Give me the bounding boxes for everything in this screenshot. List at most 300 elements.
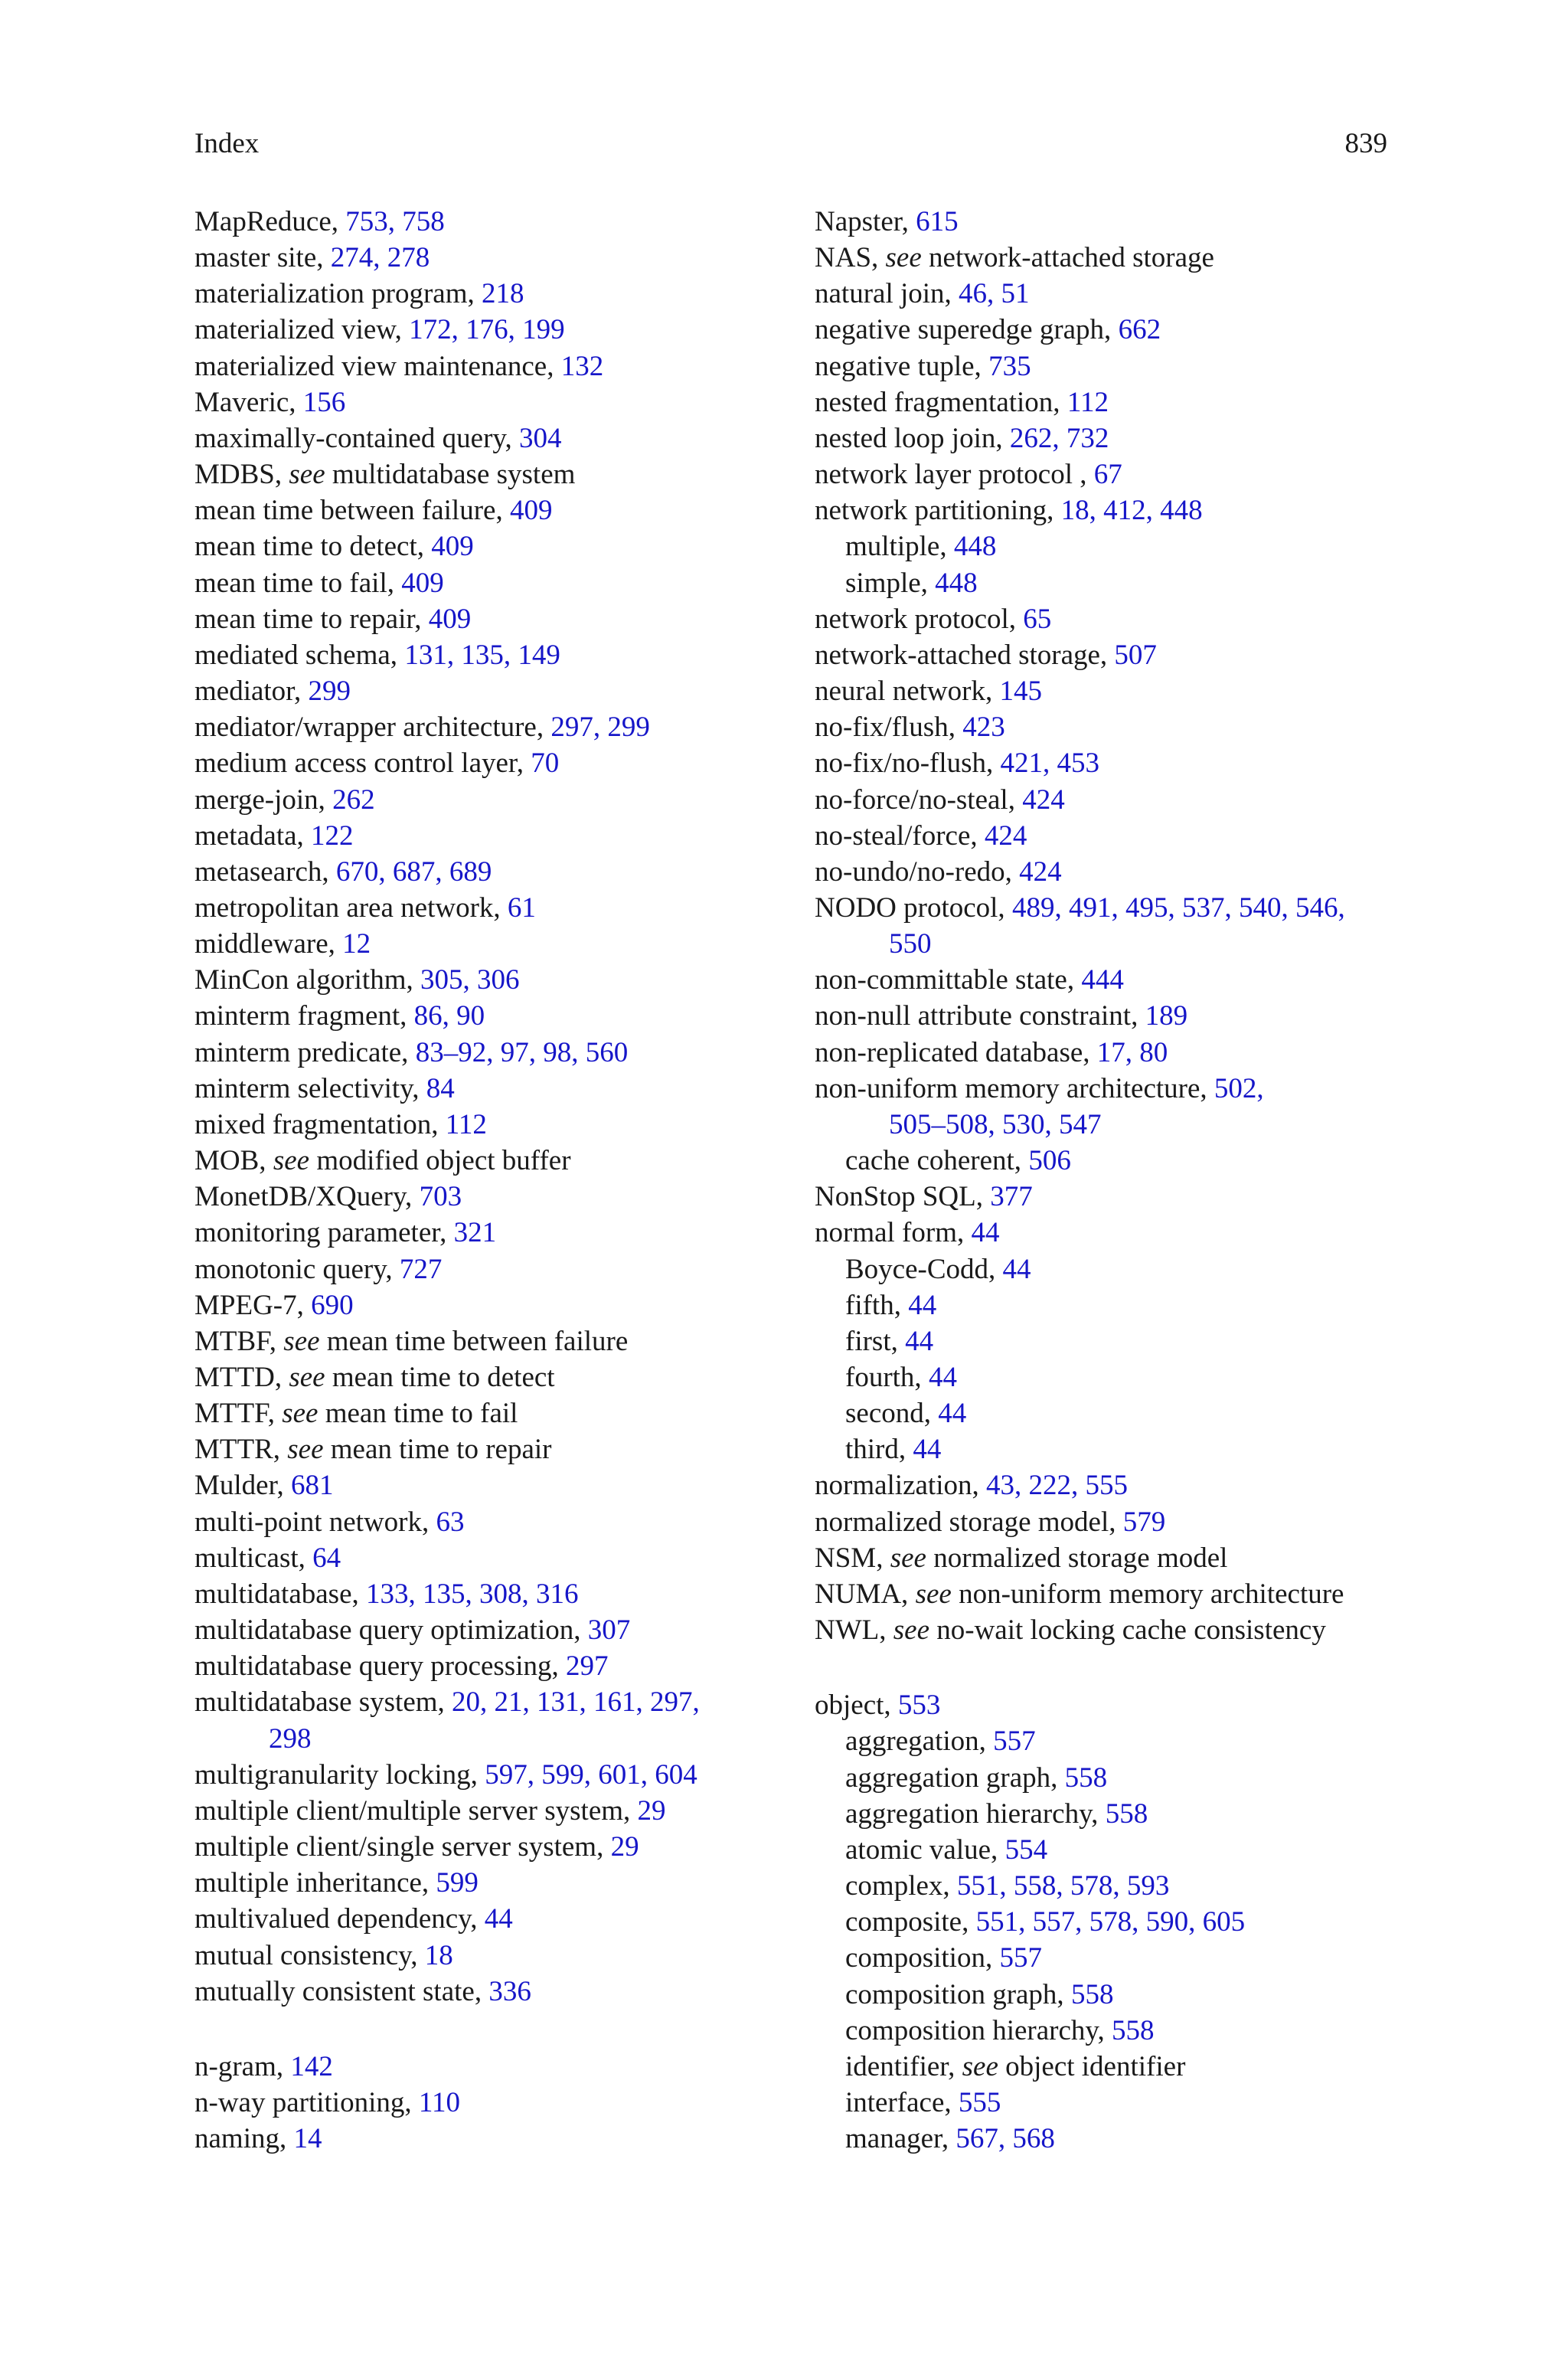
page-references-link[interactable]: 274, 278: [330, 242, 430, 274]
index-entry: [194, 1179, 776, 1215]
index-entry: [194, 1071, 776, 1107]
index-entry: [194, 601, 776, 637]
index-subentry: [815, 2049, 1404, 2085]
page-references-link[interactable]: 110: [418, 2086, 460, 2118]
page-references-link[interactable]: 142: [290, 2050, 333, 2082]
index-subentry: [815, 1796, 1404, 1832]
index-term: aggregation graph,: [845, 1761, 1065, 1794]
page-references-link[interactable]: 44: [971, 1217, 1000, 1249]
page-references-link[interactable]: 448: [953, 531, 997, 563]
index-entry: [194, 420, 776, 456]
page-references-link[interactable]: 133, 135, 308, 316: [366, 1578, 579, 1610]
index-term: multidatabase query processing,: [194, 1650, 566, 1683]
index-entry: [815, 782, 1404, 818]
page-references-link[interactable]: 83–92, 97, 98, 560: [415, 1036, 629, 1068]
page-references-link[interactable]: 44: [908, 1289, 937, 1321]
page-references-link[interactable]: 156: [302, 386, 346, 418]
page-references-link[interactable]: 615: [916, 206, 959, 237]
page-references-link[interactable]: 43, 222, 555: [986, 1470, 1128, 1502]
index-entry-continuation: [815, 926, 1404, 962]
see-target: mean time to repair: [323, 1434, 552, 1466]
index-entry: [194, 1431, 776, 1467]
index-term: Napster,: [815, 206, 916, 237]
index-entry: [194, 998, 776, 1034]
index-subentry: [815, 1143, 1404, 1179]
index-entry: [815, 818, 1404, 854]
index-term: mediator/wrapper architecture,: [194, 711, 551, 744]
page-references-link[interactable]: 690: [311, 1289, 354, 1321]
page-references-link[interactable]: 579: [1122, 1506, 1166, 1538]
index-term: Maveric,: [194, 386, 303, 418]
page-references-link[interactable]: 558: [1070, 1978, 1114, 2010]
index-term: no-force/no-steal,: [815, 783, 1023, 816]
index-entry: [815, 1215, 1404, 1251]
index-term: materialized view,: [194, 314, 410, 346]
index-term: monitoring parameter,: [194, 1217, 454, 1249]
index-entry: [815, 601, 1404, 637]
see-reference: see: [282, 1398, 318, 1430]
page-references-link[interactable]: 409: [431, 531, 474, 563]
index-term: nested loop join,: [815, 422, 1010, 454]
see-target: no-wait locking cache consistency: [929, 1614, 1326, 1647]
index-entry: [194, 1215, 776, 1251]
index-subentry: [815, 1395, 1404, 1431]
index-entry: [194, 1938, 776, 1974]
page-references-link[interactable]: 507: [1114, 639, 1157, 671]
index-term: aggregation,: [845, 1725, 994, 1758]
index-subentry: [815, 1431, 1404, 1467]
page-references-link[interactable]: 12: [342, 928, 371, 960]
index-term: MapReduce,: [194, 206, 346, 237]
index-subentry: [815, 1723, 1404, 1759]
page-references-link[interactable]: 505–508, 530, 547: [889, 1108, 1102, 1140]
page-references-link[interactable]: 424: [984, 819, 1027, 852]
page-references-link[interactable]: 17, 80: [1096, 1036, 1168, 1068]
index-entry: [194, 962, 776, 998]
index-term: NSM,: [815, 1542, 890, 1574]
see-target: mean time to fail: [318, 1398, 518, 1430]
index-subentry: [815, 1760, 1404, 1796]
page-references-link[interactable]: 506: [1028, 1145, 1071, 1177]
index-entry: [194, 1901, 776, 1937]
index-entry: [815, 890, 1404, 926]
see-reference: see: [289, 1362, 325, 1393]
index-term: mean time between failure,: [194, 495, 510, 527]
index-term: maximally-contained query,: [194, 422, 519, 454]
index-entry: [815, 709, 1404, 745]
index-term: metropolitan area network,: [194, 891, 508, 924]
index-subentry: [815, 1940, 1404, 1976]
index-term: normalized storage model,: [815, 1506, 1123, 1538]
see-target: multidatabase system: [325, 459, 576, 491]
see-target: non-uniform memory architecture: [951, 1578, 1344, 1610]
page-references-link[interactable]: 262: [332, 783, 375, 816]
see-reference: see: [283, 1325, 320, 1357]
index-term: identifier,: [845, 2050, 962, 2082]
index-term: master site,: [194, 242, 331, 274]
index-term: network-attached storage,: [815, 639, 1115, 671]
index-entry: [815, 1612, 1404, 1648]
index-term: MOB,: [194, 1145, 273, 1177]
index-entry: [194, 1648, 776, 1684]
index-term: multivalued dependency,: [194, 1903, 485, 1935]
index-term: network protocol,: [815, 603, 1024, 635]
page-references-link[interactable]: 305, 306: [420, 964, 520, 996]
page-references-link[interactable]: 131, 135, 149: [404, 639, 560, 671]
page-references-link[interactable]: 555: [958, 2086, 1001, 2118]
index-subentry: [815, 1868, 1404, 1904]
page-references-link[interactable]: 122: [311, 819, 354, 852]
page-references-link[interactable]: 489, 491, 495, 537, 540, 546,: [1011, 891, 1345, 924]
index-subentry: [815, 1832, 1404, 1868]
page-references-link[interactable]: 423: [962, 711, 1005, 744]
index-entry: [194, 1287, 776, 1323]
page-references-link[interactable]: 172, 176, 199: [409, 314, 565, 346]
see-reference: see: [289, 459, 325, 491]
page-references-link[interactable]: 409: [509, 495, 553, 527]
index-term: multidatabase query optimization,: [194, 1614, 588, 1647]
index-entry: [194, 1974, 776, 2010]
index-entry: [194, 276, 776, 312]
index-term: minterm predicate,: [194, 1036, 416, 1068]
index-subentry: [815, 1287, 1404, 1323]
index-term: mixed fragmentation,: [194, 1108, 446, 1140]
index-entry: [815, 1071, 1404, 1107]
page-references-link[interactable]: 20, 21, 131, 161, 297,: [452, 1686, 700, 1719]
page-references-link[interactable]: 753, 758: [345, 206, 445, 237]
page-references-link[interactable]: 44: [928, 1362, 957, 1393]
page-references-link[interactable]: 44: [1002, 1253, 1031, 1285]
page-references-link[interactable]: 298: [269, 1722, 312, 1755]
see-reference: see: [915, 1578, 952, 1610]
index-entry: [194, 926, 776, 962]
page-references-link[interactable]: 558: [1111, 2014, 1155, 2046]
index-term: second,: [845, 1398, 939, 1430]
index-subentry: [815, 2121, 1404, 2157]
index-term: complex,: [845, 1870, 957, 1902]
see-reference: see: [287, 1434, 324, 1466]
page-references-link[interactable]: 553: [897, 1689, 941, 1722]
see-reference: see: [962, 2050, 998, 2082]
index-entry: [194, 890, 776, 926]
page-references-link[interactable]: 29: [637, 1794, 666, 1827]
index-term: minterm selectivity,: [194, 1072, 426, 1104]
index-entry: [815, 204, 1404, 240]
index-term: MTTD,: [194, 1362, 289, 1393]
index-term: object,: [815, 1689, 898, 1722]
index-entry: [815, 1540, 1404, 1576]
see-target: network-attached storage: [921, 242, 1214, 274]
index-entry: [815, 673, 1404, 709]
index-term: fifth,: [845, 1289, 909, 1321]
page-references-link[interactable]: 558: [1064, 1761, 1108, 1794]
page-references-link[interactable]: 557: [993, 1725, 1036, 1758]
index-term: atomic value,: [845, 1833, 1005, 1866]
index-entry: [815, 420, 1404, 456]
index-entry: [194, 1143, 776, 1179]
index-entry: [194, 456, 776, 492]
index-entry: [194, 1793, 776, 1829]
index-entry: [194, 1107, 776, 1143]
index-term: NAS,: [815, 242, 886, 274]
page-references-link[interactable]: 112: [1067, 386, 1109, 418]
page-references-link[interactable]: 424: [1022, 783, 1065, 816]
page-references-link[interactable]: 18: [424, 1939, 453, 1971]
page-references-link[interactable]: 554: [1004, 1833, 1048, 1866]
index-entry: [194, 384, 776, 420]
page-references-link[interactable]: 67: [1093, 459, 1122, 491]
see-reference: see: [885, 242, 922, 274]
index-entry: [194, 709, 776, 745]
index-subentry: [815, 1977, 1404, 2013]
page-references-link[interactable]: 444: [1081, 964, 1124, 996]
index-term: composite,: [845, 1906, 976, 1938]
index-term: composition hierarchy,: [845, 2014, 1112, 2046]
index-subentry: [815, 1251, 1404, 1287]
index-term: MDBS,: [194, 459, 289, 491]
index-term: mediated schema,: [194, 639, 405, 671]
page-references-link[interactable]: 86, 90: [413, 1000, 485, 1032]
index-term: multidatabase,: [194, 1578, 366, 1610]
index-entry: [194, 1359, 776, 1395]
index-term: mean time to fail,: [194, 567, 402, 599]
index-term: metadata,: [194, 819, 312, 852]
page-references-link[interactable]: 46, 51: [959, 278, 1030, 310]
index-entry: [194, 2085, 776, 2121]
index-entry: [194, 745, 776, 781]
index-term: mean time to detect,: [194, 531, 432, 563]
page-references-link[interactable]: 735: [988, 350, 1031, 382]
running-header-title: Index: [194, 128, 260, 159]
index-term: normal form,: [815, 1217, 972, 1249]
page-references-link[interactable]: 304: [518, 422, 562, 454]
page-references-link[interactable]: 132: [560, 350, 604, 382]
page-references-link[interactable]: 567, 568: [956, 2123, 1055, 2155]
index-entry: [194, 1612, 776, 1648]
index-entry: [815, 276, 1404, 312]
index-term: MinCon algorithm,: [194, 964, 420, 996]
index-entry: [194, 1757, 776, 1793]
index-term: materialized view maintenance,: [194, 350, 561, 382]
index-entry: [194, 854, 776, 890]
index-entry: [194, 1251, 776, 1287]
index-subentry: [815, 565, 1404, 601]
index-term: aggregation hierarchy,: [845, 1797, 1106, 1830]
page-references-link[interactable]: 64: [312, 1542, 341, 1574]
page-references-link[interactable]: 377: [990, 1181, 1033, 1213]
page-references-link[interactable]: 421, 453: [1000, 747, 1100, 780]
page-references-link[interactable]: 448: [935, 567, 978, 599]
index-term: multigranularity locking,: [194, 1758, 485, 1791]
index-term: NODO protocol,: [815, 891, 1012, 924]
index-term: medium access control layer,: [194, 747, 531, 780]
index-term: n-gram,: [194, 2050, 291, 2082]
index-entry: [194, 1684, 776, 1720]
index-term: non-null attribute constraint,: [815, 1000, 1145, 1032]
see-target: modified object buffer: [309, 1145, 571, 1177]
index-entry: [194, 1865, 776, 1901]
page-references-link[interactable]: 550: [889, 928, 932, 960]
index-term: Boyce-Codd,: [845, 1253, 1003, 1285]
index-entry: [815, 312, 1404, 348]
index-term: multiple client/single server system,: [194, 1831, 611, 1863]
index-term: MTTR,: [194, 1434, 288, 1466]
page-references-link[interactable]: 727: [399, 1253, 443, 1285]
page-references-link[interactable]: 307: [587, 1614, 631, 1647]
index-entry-continuation: [815, 1107, 1404, 1143]
index-entry: [815, 1035, 1404, 1071]
index-term: negative tuple,: [815, 350, 989, 382]
page-references-link[interactable]: 321: [453, 1217, 497, 1249]
index-entry: [194, 312, 776, 348]
index-term: MonetDB/XQuery,: [194, 1181, 420, 1213]
page-references-link[interactable]: 662: [1118, 314, 1161, 346]
index-entry: [194, 204, 776, 240]
index-term: NWL,: [815, 1614, 893, 1647]
page-references-link[interactable]: 65: [1023, 603, 1052, 635]
page-references-link[interactable]: 218: [482, 278, 524, 310]
index-term: non-committable state,: [815, 964, 1082, 996]
index-term: no-fix/no-flush,: [815, 747, 1001, 780]
index-entry: [194, 348, 776, 384]
see-reference: see: [893, 1614, 929, 1647]
index-term: composition graph,: [845, 1978, 1071, 2010]
page-references-link[interactable]: 297: [565, 1650, 609, 1683]
page-references-link[interactable]: 670, 687, 689: [335, 855, 492, 888]
page-references-link[interactable]: 189: [1145, 1000, 1188, 1032]
index-entry: [194, 1540, 776, 1576]
index-entry: [815, 348, 1404, 384]
see-reference: see: [273, 1145, 310, 1177]
index-entry: [194, 1576, 776, 1612]
index-term: fourth,: [845, 1362, 929, 1393]
index-entry-continuation: [194, 1721, 776, 1757]
index-entry: [815, 998, 1404, 1034]
page-references-link[interactable]: 70: [531, 747, 560, 780]
page-number: 839: [1344, 128, 1387, 159]
index-term: mutual consistency,: [194, 1939, 425, 1971]
index-subentry: [815, 1904, 1404, 1940]
page-references-link[interactable]: 84: [426, 1072, 455, 1104]
page-references-link[interactable]: 44: [484, 1903, 513, 1935]
index-entry: [815, 384, 1404, 420]
index-entry: [194, 673, 776, 709]
letter-group-gap: [194, 2010, 776, 2049]
page-references-link[interactable]: 44: [905, 1325, 934, 1357]
index-entry: [194, 492, 776, 528]
page-references-link[interactable]: 336: [488, 1975, 531, 2007]
index-entry: [815, 745, 1404, 781]
page-references-link[interactable]: 29: [610, 1831, 639, 1863]
page-references-link[interactable]: 409: [428, 603, 472, 635]
index-term: interface,: [845, 2086, 959, 2118]
index-term: natural join,: [815, 278, 959, 310]
page-references-link[interactable]: 112: [445, 1108, 487, 1140]
index-term: multiple,: [845, 531, 954, 563]
index-term: multiple client/multiple server system,: [194, 1794, 638, 1827]
index-subentry: [815, 528, 1404, 564]
index-term: merge-join,: [194, 783, 333, 816]
page-references-link[interactable]: 63: [436, 1506, 465, 1538]
page-references-link[interactable]: 597, 599, 601, 604: [485, 1758, 697, 1791]
index-term: cache coherent,: [845, 1145, 1029, 1177]
see-target: normalized storage model: [926, 1542, 1228, 1574]
page-references-link[interactable]: 551, 558, 578, 593: [956, 1870, 1170, 1902]
index-term: multiple inheritance,: [194, 1867, 436, 1899]
index-term: mediator,: [194, 675, 309, 708]
index-term: negative superedge graph,: [815, 314, 1119, 346]
index-column-left: [194, 204, 776, 2157]
page-references-link[interactable]: 703: [419, 1181, 462, 1213]
index-term: neural network,: [815, 675, 1000, 708]
index-term: first,: [845, 1325, 906, 1357]
index-term: network layer protocol ,: [815, 459, 1094, 491]
page-references-link[interactable]: 424: [1019, 855, 1062, 888]
index-subentry: [815, 2013, 1404, 2049]
page-references-link[interactable]: 14: [293, 2123, 322, 2155]
index-entry: [815, 1467, 1404, 1503]
index-term: non-uniform memory architecture,: [815, 1072, 1214, 1104]
index-term: NUMA,: [815, 1578, 916, 1610]
page-references-link[interactable]: 61: [507, 891, 536, 924]
page-references-link[interactable]: 18, 412, 448: [1060, 495, 1203, 527]
index-term: MTTF,: [194, 1398, 283, 1430]
page-references-link[interactable]: 557: [999, 1942, 1042, 1974]
index-entry: [815, 637, 1404, 673]
page-references-link[interactable]: 297, 299: [550, 711, 650, 744]
index-term: NonStop SQL,: [815, 1181, 991, 1213]
page-references-link[interactable]: 502,: [1214, 1072, 1264, 1104]
index-entry: [194, 528, 776, 564]
page-references-link[interactable]: 681: [290, 1470, 334, 1502]
page-references-link[interactable]: 44: [913, 1434, 942, 1466]
index-term: multidatabase system,: [194, 1686, 452, 1719]
page-references-link[interactable]: 262, 732: [1009, 422, 1109, 454]
index-entry: [194, 1829, 776, 1865]
index-term: composition,: [845, 1942, 1000, 1974]
index-term: minterm fragment,: [194, 1000, 414, 1032]
index-term: middleware,: [194, 928, 343, 960]
page-references-link[interactable]: 409: [401, 567, 444, 599]
index-entry: [194, 240, 776, 276]
index-term: materialization program,: [194, 278, 482, 310]
index-entry: [194, 637, 776, 673]
page-references-link[interactable]: 551, 557, 578, 590, 605: [975, 1906, 1246, 1938]
index-entry: [815, 854, 1404, 890]
letter-group-gap: [815, 1648, 1404, 1687]
see-target: object identifier: [998, 2050, 1186, 2082]
page-references-link[interactable]: 558: [1105, 1797, 1148, 1830]
page-references-link[interactable]: 145: [999, 675, 1042, 708]
page-references-link[interactable]: 599: [436, 1867, 479, 1899]
index-term: network partitioning,: [815, 495, 1061, 527]
see-reference: see: [890, 1542, 926, 1574]
page-references-link[interactable]: 299: [308, 675, 351, 708]
page-references-link[interactable]: 44: [938, 1398, 967, 1430]
index-term: MTBF,: [194, 1325, 284, 1357]
index-entry: [815, 1576, 1404, 1612]
index-column-right: [815, 204, 1404, 2157]
index-term: third,: [845, 1434, 913, 1466]
index-term: non-replicated database,: [815, 1036, 1097, 1068]
index-term: no-steal/force,: [815, 819, 985, 852]
index-entry: [815, 240, 1404, 276]
index-term: monotonic query,: [194, 1253, 400, 1285]
index-subentry: [815, 2085, 1404, 2121]
index-entry: [194, 1323, 776, 1359]
index-entry: [194, 565, 776, 601]
see-target: mean time between failure: [319, 1325, 629, 1357]
